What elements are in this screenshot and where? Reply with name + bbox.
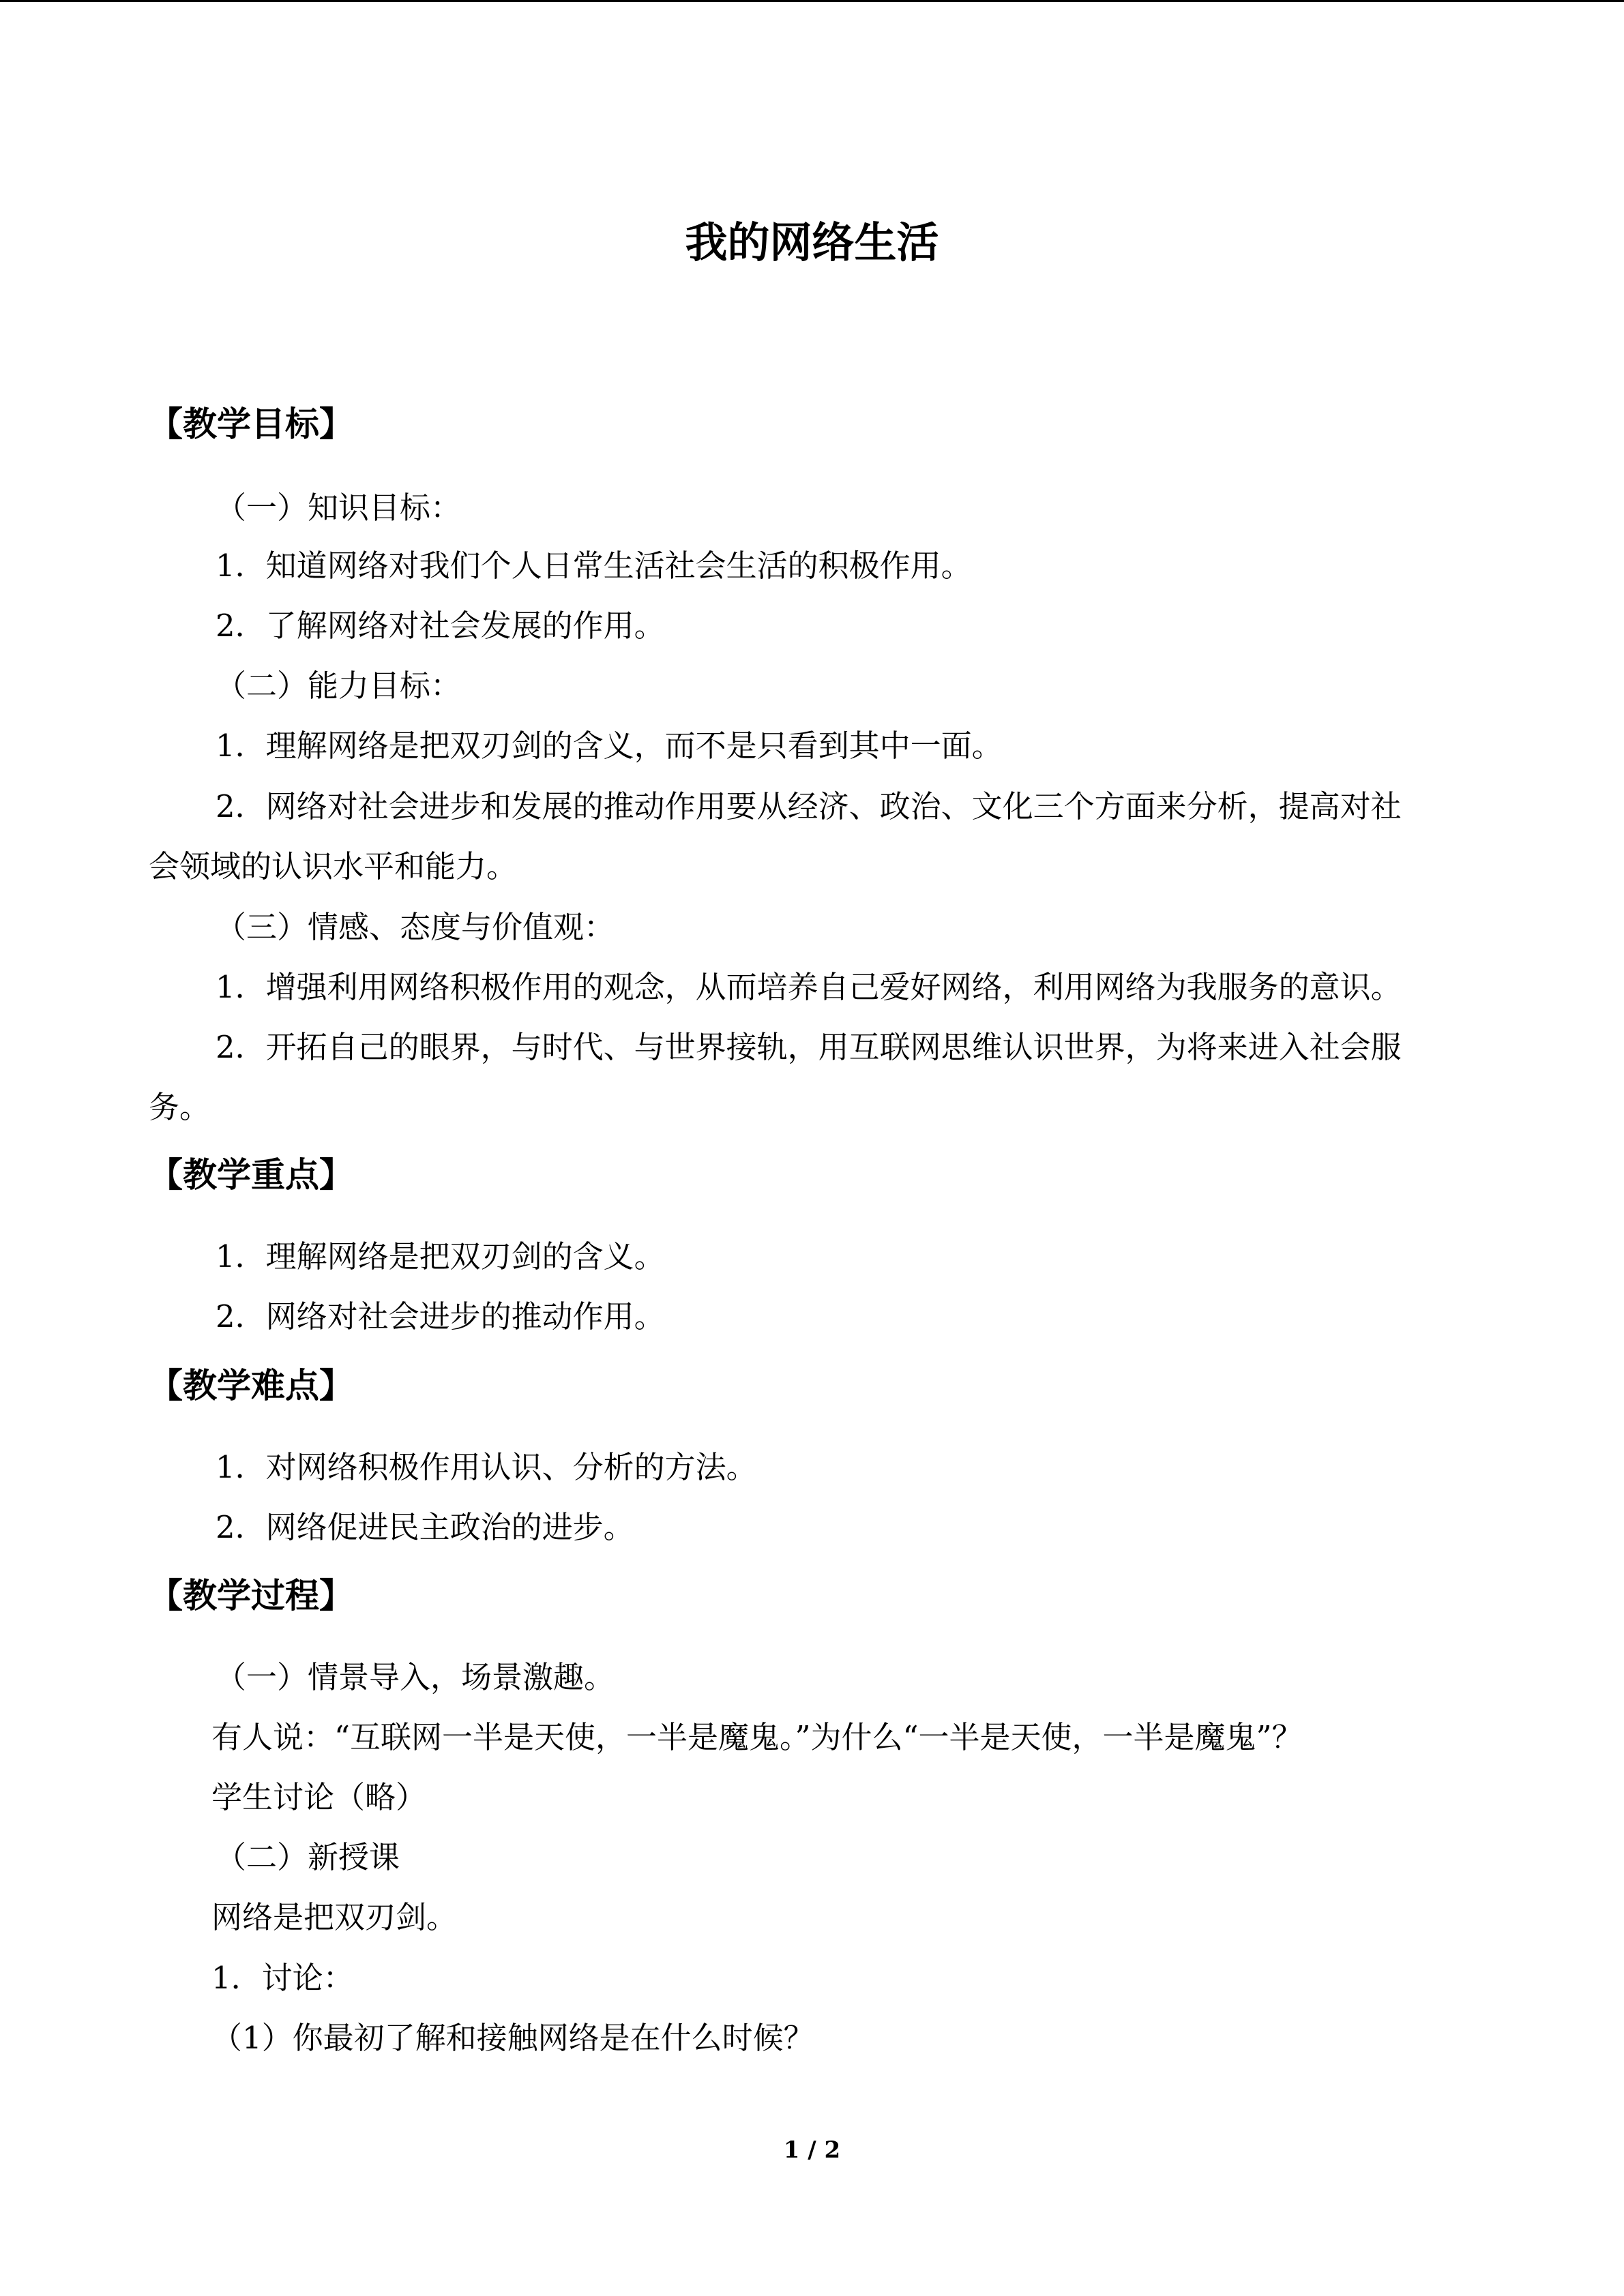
objectives-knowledge-1: 1．知道网络对我们个人日常生活社会生活的积极作用。: [216, 548, 972, 584]
difficulty-2: 2．网络促进民主政治的进步。: [216, 1509, 634, 1545]
objectives-ability-2-continued: 会领域的认识水平和能力。: [149, 848, 518, 884]
document-title: 我的网络生活: [685, 218, 939, 267]
heading-process: 【教学过程】: [149, 1575, 353, 1615]
objectives-knowledge-label: （一）知识目标：: [216, 490, 462, 526]
objectives-ability-1: 1．理解网络是把双刃剑的含义，而不是只看到其中一面。: [216, 728, 1003, 764]
objectives-emotion-label: （三）情感、态度与价值观：: [216, 909, 615, 945]
difficulty-1: 1．对网络积极作用认识、分析的方法。: [216, 1449, 757, 1485]
process-discuss-label: 1．讨论：: [211, 1960, 354, 1996]
process-step-1: （一）情景导入，场景激趣。: [216, 1659, 615, 1695]
page-number: 1 / 2: [783, 2136, 841, 2164]
key-point-1: 1．理解网络是把双刃剑的含义。: [216, 1238, 665, 1274]
objectives-knowledge-2: 2．了解网络对社会发展的作用。: [216, 608, 665, 644]
objectives-emotion-2: 2．开拓自己的眼界，与时代、与世界接轨，用互联网思维认识世界，为将来进入社会服: [216, 1029, 1402, 1065]
process-discussion: 学生讨论（略）: [211, 1779, 427, 1815]
page-top-border: [0, 0, 1624, 2]
process-sword: 网络是把双刃剑。: [211, 1899, 458, 1935]
process-quote: 有人说：“互联网一半是天使，一半是魔鬼。”为什么“一半是天使，一半是魔鬼”？: [211, 1719, 1303, 1755]
heading-difficulties: 【教学难点】: [149, 1365, 353, 1405]
objectives-emotion-2-continued: 务。: [149, 1089, 211, 1125]
objectives-ability-2: 2．网络对社会进步和发展的推动作用要从经济、政治、文化三个方面来分析，提高对社: [216, 788, 1402, 824]
objectives-ability-label: （二）能力目标：: [216, 668, 462, 704]
objectives-emotion-1: 1．增强利用网络积极作用的观念，从而培养自己爱好网络，利用网络为我服务的意识。: [216, 969, 1402, 1005]
process-step-2: （二）新授课: [216, 1839, 400, 1875]
key-point-2: 2．网络对社会进步的推动作用。: [216, 1298, 665, 1335]
process-question-1: （1）你最初了解和接触网络是在什么时候？: [211, 2020, 814, 2056]
heading-key-points: 【教学重点】: [149, 1154, 353, 1195]
heading-objectives: 【教学目标】: [149, 404, 353, 444]
